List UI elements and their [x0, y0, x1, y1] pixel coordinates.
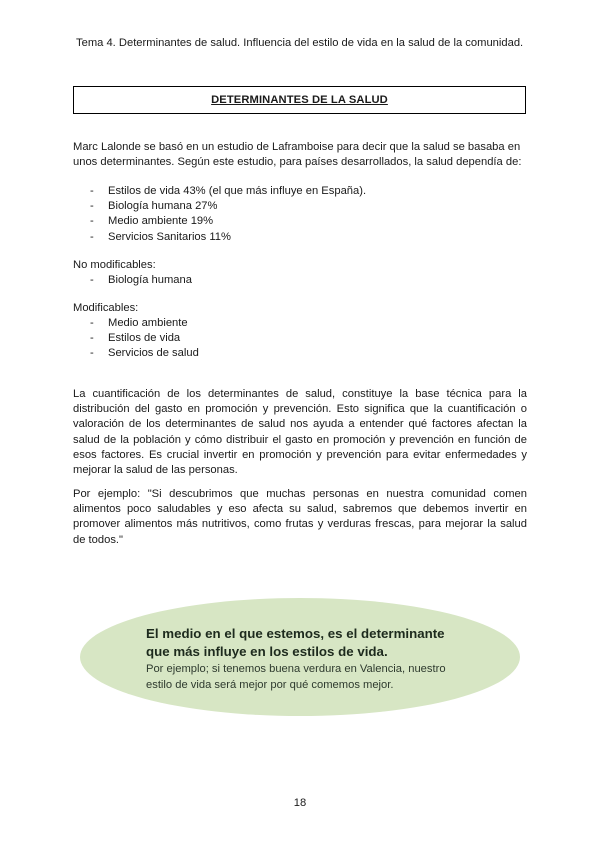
- list-item: - Estilos de vida: [90, 332, 181, 345]
- intro-paragraph: Marc Lalonde se basó en un estudio de Laframboise para decir que la salud se basaba en unos determinantes. Según este estudio, para países desarrollados, la salud dependía de:: [73, 141, 522, 169]
- list-item: - Medio ambiente: [90, 317, 188, 329]
- callout-title: El medio en el que estemos, es el determinante que más influye en los estilos de vida.: [146, 626, 445, 659]
- list-item: - Servicios de salud: [90, 347, 199, 360]
- callout-subtitle: Por ejemplo; si tenemos buena verdura en Valencia, nuestro estilo de vida será mejor por qué comemos mejor.: [146, 663, 446, 691]
- section-title: DETERMINANTES DE LA SALUD: [211, 94, 388, 106]
- determinants-list: [90, 184, 366, 245]
- list-item: - Biología humana: [90, 274, 192, 286]
- list-item: - Estilos de vida 43% (el que más influye en España).: [90, 185, 367, 197]
- modificables-list: [90, 316, 199, 362]
- list-item: - Medio ambiente 19%: [90, 215, 214, 228]
- callout-text: [146, 625, 466, 693]
- modificables-label: Modificables:: [73, 302, 139, 314]
- page-number: 18: [293, 797, 307, 809]
- no-modificables-list: [90, 273, 192, 288]
- no-modificables-label: No modificables:: [73, 259, 156, 271]
- page-header: Tema 4. Determinantes de salud. Influencia del estilo de vida en la salud de la comunidad.: [76, 37, 524, 49]
- list-item: - Biología humana 27%: [90, 200, 218, 213]
- section-title-box: [73, 86, 526, 114]
- body-paragraph-2: Por ejemplo: "Si descubrimos que muchas personas en nuestra comunidad comen alimentos poco saludables y eso afecta su salud, sabremos que debemos invertir en promover alimentos más nutritivos, como frutas y verduras frescas, para mejorar la salud de todos.": [73, 488, 527, 546]
- list-item: - Servicios Sanitarios 11%: [90, 230, 231, 243]
- body-paragraph-1: La cuantificación de los determinantes de salud, constituye la base técnica para la distribución del gasto en promoción y prevención. Esto significa que la cuantificación o valoración de los determinantes de salud nos ayuda a entender qué factores afectan la salud de la población y cómo distribuir el gasto en promoción y prevención en función de esos factores. Es crucial invertir en promoción y prevención para evitar enfermedades y mejorar la salud de las personas.: [73, 388, 527, 477]
